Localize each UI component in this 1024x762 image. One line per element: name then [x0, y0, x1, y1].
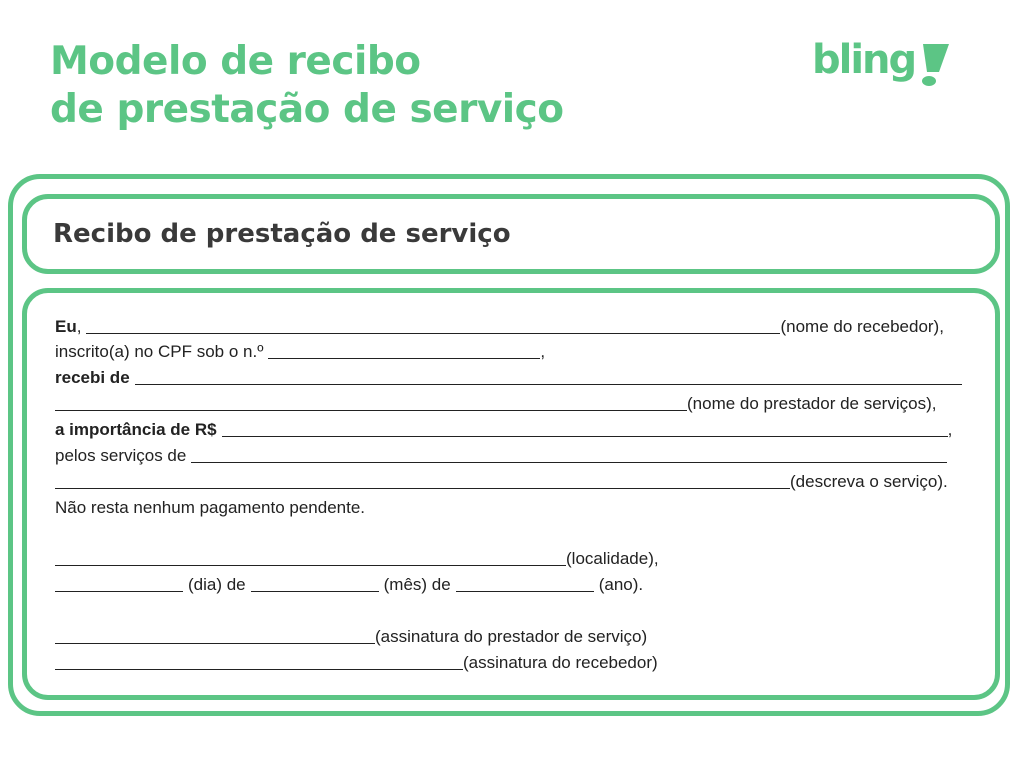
label-eu: Eu	[55, 317, 77, 336]
bling-logo-text: bling	[812, 37, 916, 83]
ano-blank[interactable]	[456, 576, 594, 592]
hint-dia: (dia) de	[188, 575, 246, 594]
recebi-de-blank[interactable]	[135, 369, 962, 385]
bling-exclamation-icon	[917, 44, 949, 88]
assinatura-prestador-blank[interactable]	[55, 628, 375, 644]
hint-descreva: (descreva o serviço).	[790, 472, 948, 491]
page-title	[50, 38, 564, 134]
receipt-line-assinatura-prestador	[55, 624, 647, 648]
dia-blank[interactable]	[55, 576, 183, 592]
receipt-line-data	[55, 572, 643, 596]
servicos-blank[interactable]	[191, 447, 947, 463]
hint-localidade: (localidade),	[566, 549, 659, 568]
hint-assinatura-prestador: (assinatura do prestador de serviço)	[375, 627, 648, 646]
bling-logo	[812, 36, 949, 90]
cpf-blank[interactable]	[268, 343, 540, 359]
hint-assinatura-recebedor: (assinatura do recebedor)	[463, 653, 658, 672]
hint-nome-recebedor: (nome do recebedor),	[780, 317, 944, 336]
hint-ano: (ano).	[598, 575, 644, 594]
receipt-line-prestador	[55, 391, 936, 415]
page-title-line-1: Modelo de recibo	[50, 39, 421, 84]
receipt-line-importancia	[55, 417, 952, 441]
prestador-name-blank[interactable]	[55, 395, 687, 411]
receipt-line-recebi-de	[55, 365, 962, 389]
recebedor-name-blank[interactable]	[86, 318, 780, 334]
importancia-comma: ,	[947, 420, 953, 439]
label-cpf: inscrito(a) no CPF sob o n.º	[55, 342, 264, 361]
cpf-comma: ,	[540, 342, 546, 361]
descricao-blank[interactable]	[55, 473, 790, 489]
importancia-blank[interactable]	[222, 421, 948, 437]
label-importancia: a importância de R$	[55, 420, 217, 439]
assinatura-recebedor-blank[interactable]	[55, 654, 463, 670]
label-servicos: pelos serviços de	[55, 446, 187, 465]
receipt-line-pendente	[55, 495, 365, 519]
hint-mes: (mês) de	[383, 575, 451, 594]
text-nao-resta: Não resta nenhum pagamento pendente.	[55, 498, 366, 517]
receipt-line-localidade	[55, 546, 659, 570]
receipt-line-assinatura-recebedor	[55, 650, 658, 674]
receipt-line-servicos	[55, 443, 947, 467]
comma: ,	[76, 317, 82, 336]
label-recebi-de: recebi de	[55, 368, 130, 387]
receipt-header-box	[22, 194, 1000, 274]
hint-nome-prestador: (nome do prestador de serviços),	[687, 394, 937, 413]
receipt-line-cpf	[55, 339, 545, 363]
page-title-line-2: de prestação de serviço	[50, 87, 564, 132]
receipt-heading: Recibo de prestação de serviço	[53, 219, 511, 249]
mes-blank[interactable]	[251, 576, 379, 592]
receipt-line-descricao	[55, 469, 948, 493]
receipt-line-recebedor	[55, 314, 944, 338]
localidade-blank[interactable]	[55, 550, 566, 566]
